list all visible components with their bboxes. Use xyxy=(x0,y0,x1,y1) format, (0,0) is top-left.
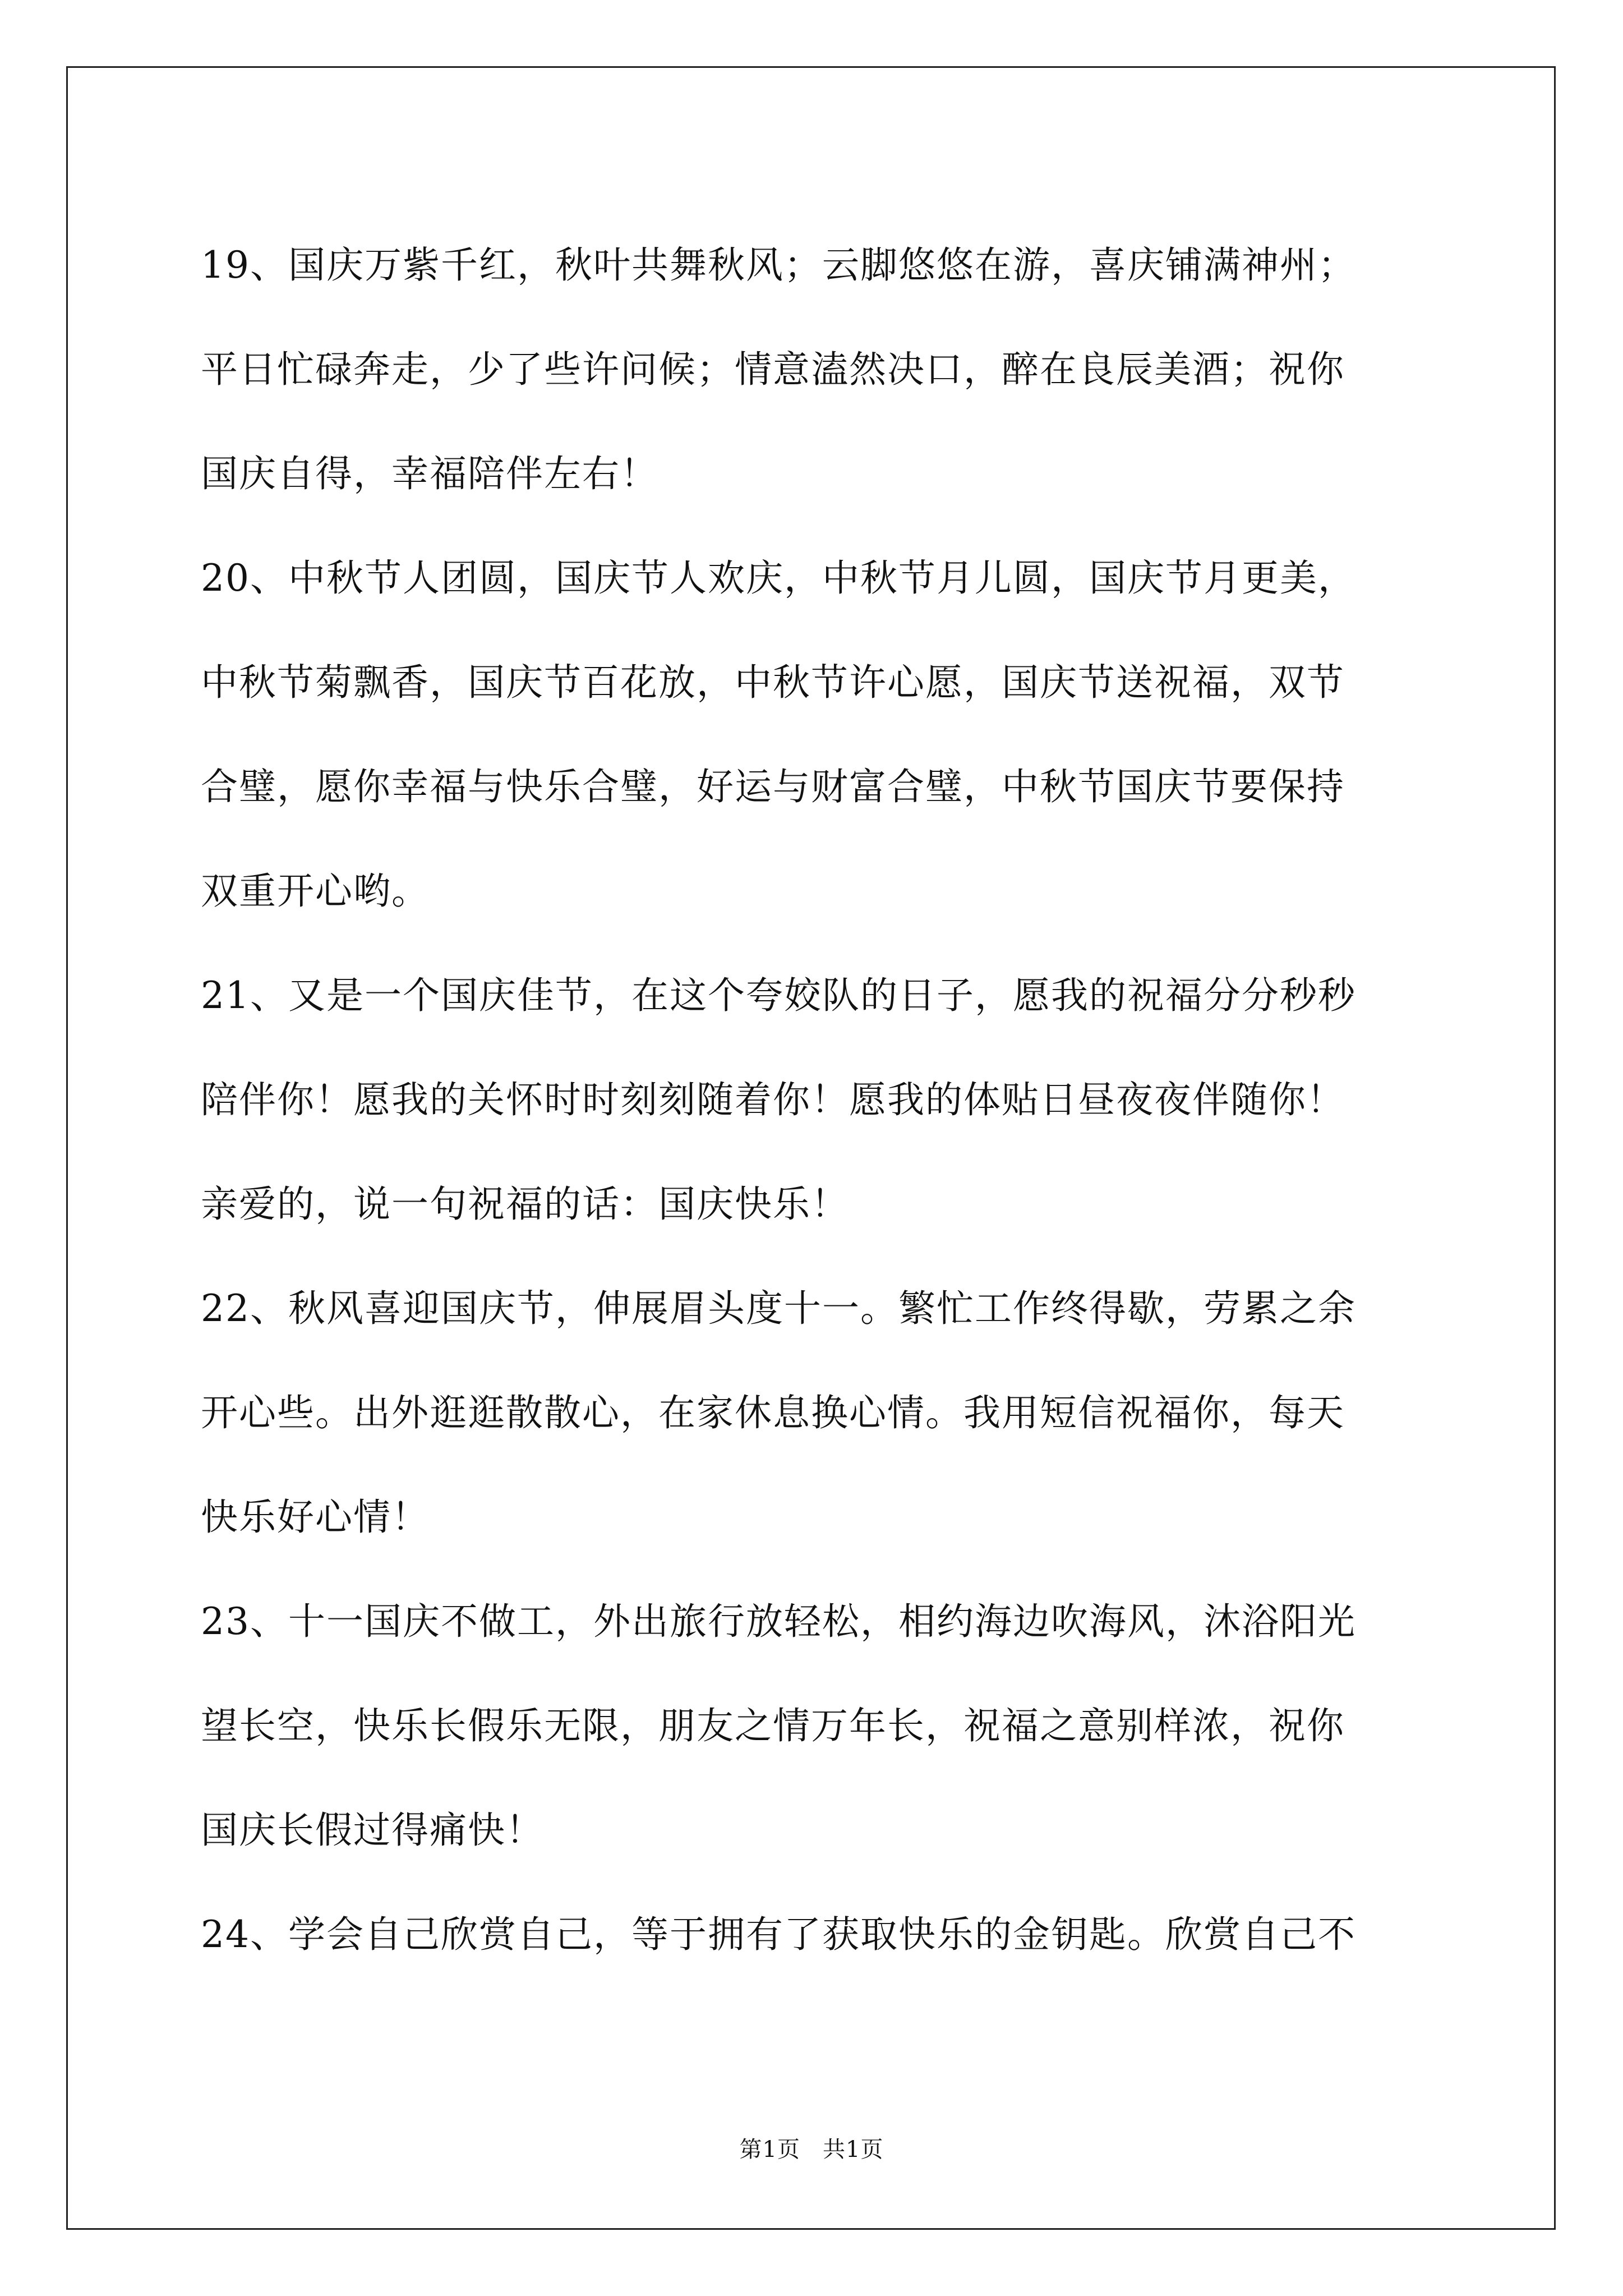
page-number: 第1页 xyxy=(739,2137,800,2162)
text-line: 19、国庆万紫千红，秋叶共舞秋风；云脚悠悠在游，喜庆铺满神州； xyxy=(201,243,1356,287)
page-footer xyxy=(0,2132,1623,2164)
page-count: 共1页 xyxy=(823,2137,884,2162)
text-line: 中秋节菊飘香，国庆节百花放，中秋节许心愿，国庆节送祝福，双节 xyxy=(201,661,1345,704)
text-line: 快乐好心情！ xyxy=(201,1496,430,1539)
text-line: 22、秋风喜迎国庆节，伸展眉头度十一。繁忙工作终得歇，劳累之余 xyxy=(201,1287,1356,1330)
text-line: 国庆长假过得痛快！ xyxy=(201,1809,544,1852)
text-line: 望长空，快乐长假乐无限，朋友之情万年长，祝福之意别样浓，祝你 xyxy=(201,1704,1345,1747)
text-line: 23、十一国庆不做工，外出旅行放轻松，相约海边吹海风，沐浴阳光 xyxy=(201,1600,1356,1643)
text-line: 双重开心哟。 xyxy=(201,869,430,913)
text-line: 开心些。出外逛逛散散心，在家休息换心情。我用短信祝福你，每天 xyxy=(201,1391,1345,1434)
text-line: 20、中秋节人团圆，国庆节人欢庆，中秋节月儿圆，国庆节月更美， xyxy=(201,556,1356,600)
text-line: 平日忙碌奔走，少了些许问候；情意溘然决口，醉在良辰美酒；祝你 xyxy=(201,348,1345,391)
text-line: 陪伴你！愿我的关怀时时刻刻随着你！愿我的体贴日昼夜夜伴随你！ xyxy=(201,1078,1345,1121)
text-line: 国庆自得，幸福陪伴左右！ xyxy=(201,452,658,495)
text-line: 亲爱的，说一句祝福的话：国庆快乐！ xyxy=(201,1182,849,1226)
text-line: 24、学会自己欣赏自己，等于拥有了获取快乐的金钥匙。欣赏自己不 xyxy=(201,1913,1356,1956)
document-body xyxy=(201,213,1435,1987)
text-line: 合璧，愿你幸福与快乐合璧，好运与财富合璧，中秋节国庆节要保持 xyxy=(201,765,1345,808)
text-line: 21、又是一个国庆佳节，在这个夸姣队的日子，愿我的祝福分分秒秒 xyxy=(201,974,1356,1017)
